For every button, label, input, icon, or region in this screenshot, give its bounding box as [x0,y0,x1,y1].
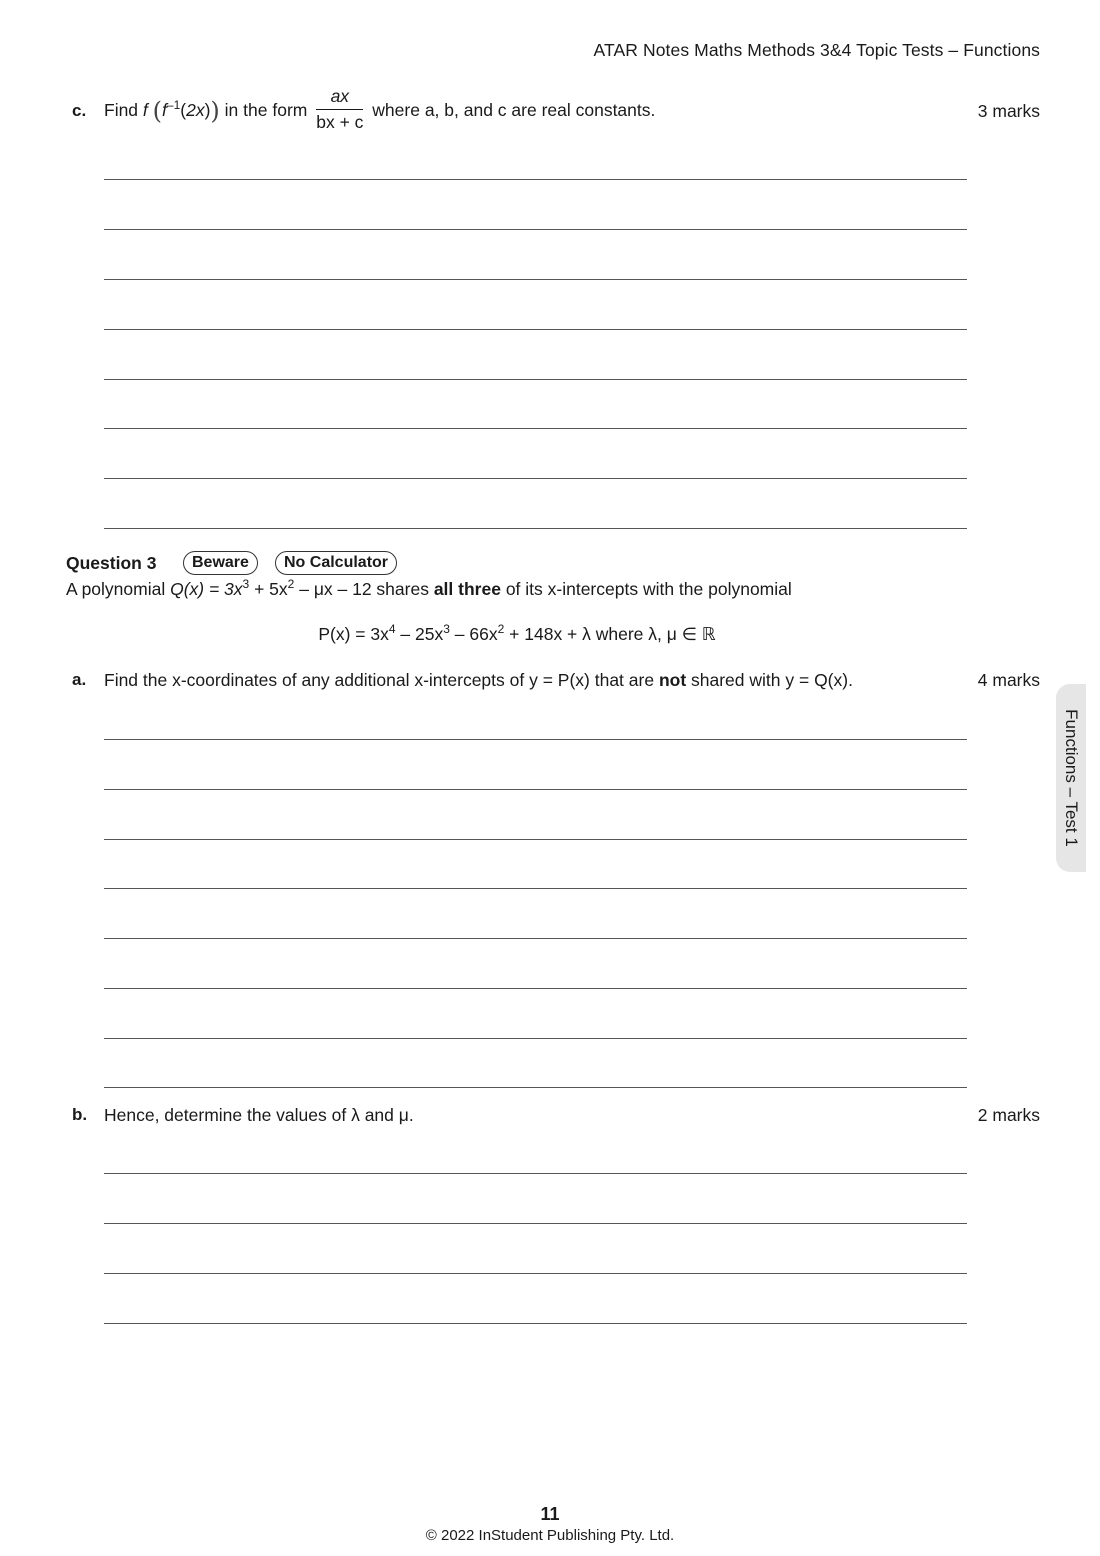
left-paren-icon: ( [152,97,163,126]
side-tab-label: Functions – Test 1 [1062,709,1081,847]
part-c-label: c. [72,101,87,120]
running-header: ATAR Notes Maths Methods 3&4 Topic Tests – Functions [593,40,1040,60]
answer-line[interactable] [104,528,967,529]
intro-text: – μx – 12 shares [294,579,434,599]
part-c-f-inverse: f [162,100,167,121]
answer-line[interactable] [104,938,967,939]
fraction-denominator: bx + c [316,112,364,132]
answer-line[interactable] [104,839,967,840]
answer-line[interactable] [104,1038,967,1039]
answer-line[interactable] [104,279,967,280]
answer-line[interactable] [104,1087,967,1088]
answer-line[interactable] [104,739,967,740]
equation-exponent: 2 [497,622,505,636]
intro-bold-text: all three [433,579,501,599]
part-a-label: a. [72,670,87,689]
answer-line[interactable] [104,988,967,989]
part-c-in-the-form: in the form [224,100,308,121]
intro-q-expression: Q(x) = 3x [170,579,243,599]
answer-line[interactable] [104,179,967,180]
beware-badge: Beware [183,551,258,575]
part-b-label: b. [72,1105,88,1124]
equation-part: – 25x [395,624,444,644]
part-b-question: Hence, determine the values of λ and μ. [104,1105,414,1125]
answer-line[interactable] [104,428,967,429]
answer-line[interactable] [104,1223,967,1224]
right-paren-icon: ) [210,97,220,126]
part-b-marks: 2 marks [977,1105,1040,1125]
part-c-marks: 3 marks [977,101,1040,121]
part-c-question: Find f $(f^{-1}(2x))$ in the form $\frac{ax}{bx + c}$ where a, b, and c are real constants. [104,86,656,132]
equation-exponent: 4 [388,622,396,636]
intro-exponent: 2 [287,577,295,591]
equation-part: – 66x [449,624,498,644]
answer-line[interactable] [104,789,967,790]
part-a-marks: 4 marks [977,670,1040,690]
part-a-question [104,670,853,691]
answer-line[interactable] [104,379,967,380]
question-3-intro [66,579,792,600]
equation-part: P(x) = 3x [318,624,389,644]
intro-exponent: 3 [242,577,250,591]
copyright-notice: © 2022 InStudent Publishing Pty. Ltd. [425,1527,675,1544]
equation-part: + 148x + λ where λ, μ ∈ ℝ [504,624,716,644]
part-a-bold-text: not [658,670,687,690]
part-c-inverse-exponent: –1 [166,98,181,113]
polynomial-p-equation [0,624,1034,645]
fraction-numerator: ax [316,86,363,110]
intro-text: + 5x [249,579,288,599]
part-c-fraction [316,86,363,133]
part-c-argument: 2x [186,100,205,121]
answer-line[interactable] [104,888,967,889]
equation-exponent: 3 [443,622,450,636]
part-c-f: f [142,100,148,121]
answer-line[interactable] [104,1273,967,1274]
intro-text: A polynomial [66,579,171,599]
no-calculator-badge: No Calculator [275,551,397,575]
question-3-title: Question 3 [66,553,157,573]
answer-line[interactable] [104,1323,967,1324]
answer-line[interactable] [104,329,967,330]
section-side-tab [1056,684,1086,872]
page-number: 11 [540,1504,560,1524]
answer-line[interactable] [104,478,967,479]
part-a-text: Find the x-coordinates of any additional x-intercepts of y = P(x) that are [104,670,659,690]
part-a-text: shared with y = Q(x). [686,670,853,690]
intro-text: of its x-intercepts with the polynomial [500,579,792,599]
part-c-rest: where a, b, and c are real constants. [372,100,656,121]
answer-line[interactable] [104,229,967,230]
answer-line[interactable] [104,1173,967,1174]
part-c-find: Find [104,100,139,121]
